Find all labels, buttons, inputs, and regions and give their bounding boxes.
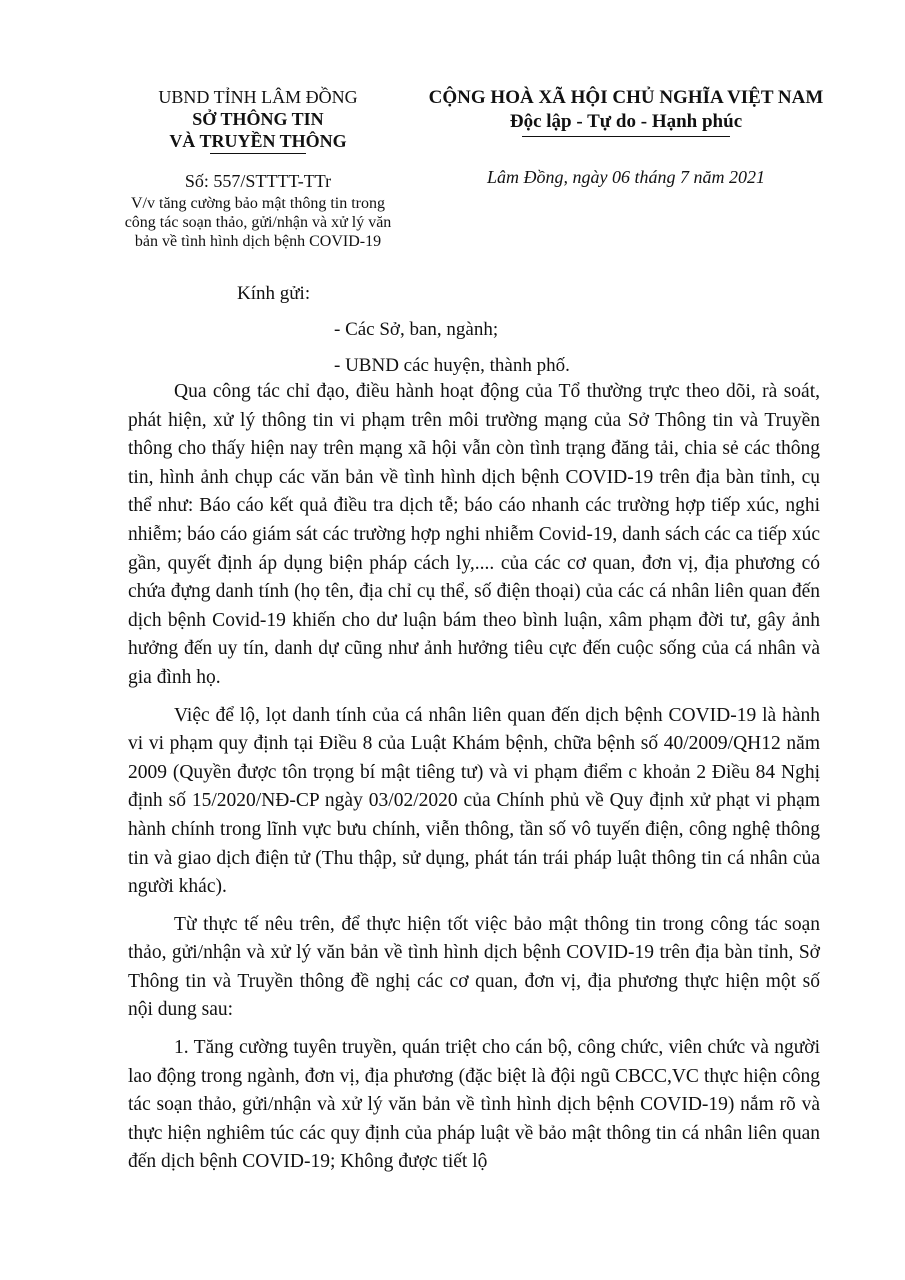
body-paragraph-1: Qua công tác chỉ đạo, điều hành hoạt động của Tổ thường trực theo dõi, rà soát, phát hiện, xử lý thông tin vi phạm trên môi trường mạng của Sở Thông tin và Truyền thông cho thấy hiện nay trên mạng xã hội vẫn còn tình trạng đăng tải, chia sẻ các thông tin, hình ảnh chụp các văn bản về tình hình dịch bệnh COVID-19 trên địa bàn tỉnh, cụ thể như: Báo cáo kết quả điều tra dịch tễ; báo cáo nhanh các trường hợp tiếp xúc, nghi nhiễm; báo cáo giám sát các trường hợp nghi nhiễm Covid-19, danh sách các ca tiếp xúc gần, quyết định áp dụng biện pháp cách ly,.... của các cơ quan, đơn vị, địa phương có chứa đựng danh tính (họ tên, địa chỉ cụ thể, số điện thoại) của các cá nhân liên quan đến dịch bệnh Covid-19 khiến cho dư luận bám theo bình luận, xâm phạm đời tư, gây ảnh hưởng đến uy tín, danh dự cũng như ảnh hưởng tiêu cực đến cuộc sống của cá nhân và gia đình họ.: [128, 381, 820, 688]
recipient-item: - Các Sở, ban, ngành;: [334, 319, 499, 340]
document-subject: V/v tăng cường bảo mật thông tin trong công tác soạn thảo, gửi/nhận và xử lý văn bản về tình hình dịch bệnh COVID-19: [124, 195, 392, 250]
place-date: Lâm Đồng, ngày 06 tháng 7 năm 2021: [487, 167, 765, 187]
body-paragraph-4: 1. Tăng cường tuyên truyền, quán triệt cho cán bộ, công chức, viên chức và người lao động trong ngành, đơn vị, địa phương (đặc biệt là đội ngũ CBCC,VC thực hiện công tác soạn thảo, gửi/nhận và xử lý văn bản về tình hình dịch bệnh COVID-19) nắm rõ và thực hiện nghiêm túc các quy định của pháp luật về bảo mật thông tin cá nhân liên quan đến dịch bệnh COVID-19; Không được tiết lộ: [128, 1037, 820, 1173]
national-title: CỘNG HOÀ XÃ HỘI CHỦ NGHĨA VIỆT NAM: [428, 87, 824, 108]
document-header: [0, 0, 905, 270]
body-paragraph-2: Việc để lộ, lọt danh tính của cá nhân liên quan đến dịch bệnh COVID-19 là hành vi vi phạm quy định tại Điều 8 của Luật Khám bệnh, chữa bệnh số 40/2009/QH12 năm 2009 (Quyền được tôn trọng bí mật tiêng tư) và vi phạm điểm c khoản 2 Điều 84 Nghị định số 15/2020/NĐ-CP ngày 03/02/2020 của Chính phủ về Quy định xử phạt vi phạm hành chính trong lĩnh vực bưu chính, viễn thông, tần số vô tuyến điện, công nghệ thông tin và giao dịch điện tử (Thu thập, sử dụng, phát tán trái pháp luật thông tin cá nhân của người khác).: [128, 704, 820, 898]
issuing-agency-block: [120, 86, 396, 251]
document-number: Số: 557/STTTT-TTr: [184, 171, 332, 191]
agency-name-line2: VÀ TRUYỀN THÔNG: [169, 131, 347, 151]
parent-agency: UBND TỈNH LÂM ĐỒNG: [158, 87, 358, 107]
motto-underline: [522, 136, 730, 137]
agency-underline: [210, 153, 306, 154]
recipient-item: - UBND các huyện, thành phố.: [334, 355, 570, 376]
document-body: [128, 378, 820, 1186]
national-title-block: [406, 86, 846, 189]
salutation: Kính gửi:: [237, 283, 311, 304]
agency-name-line1: SỞ THÔNG TIN: [192, 109, 324, 129]
national-motto: Độc lập - Tự do - Hạnh phúc: [509, 111, 743, 132]
body-paragraph-3: Từ thực tế nêu trên, để thực hiện tốt việc bảo mật thông tin trong công tác soạn thảo, gửi/nhận và xử lý văn bản về tình hình dịch bệnh COVID-19 trên địa bàn tỉnh, Sở Thông tin và Truyền thông đề nghị các cơ quan, đơn vị, địa phương thực hiện một số nội dung sau:: [128, 913, 820, 1021]
